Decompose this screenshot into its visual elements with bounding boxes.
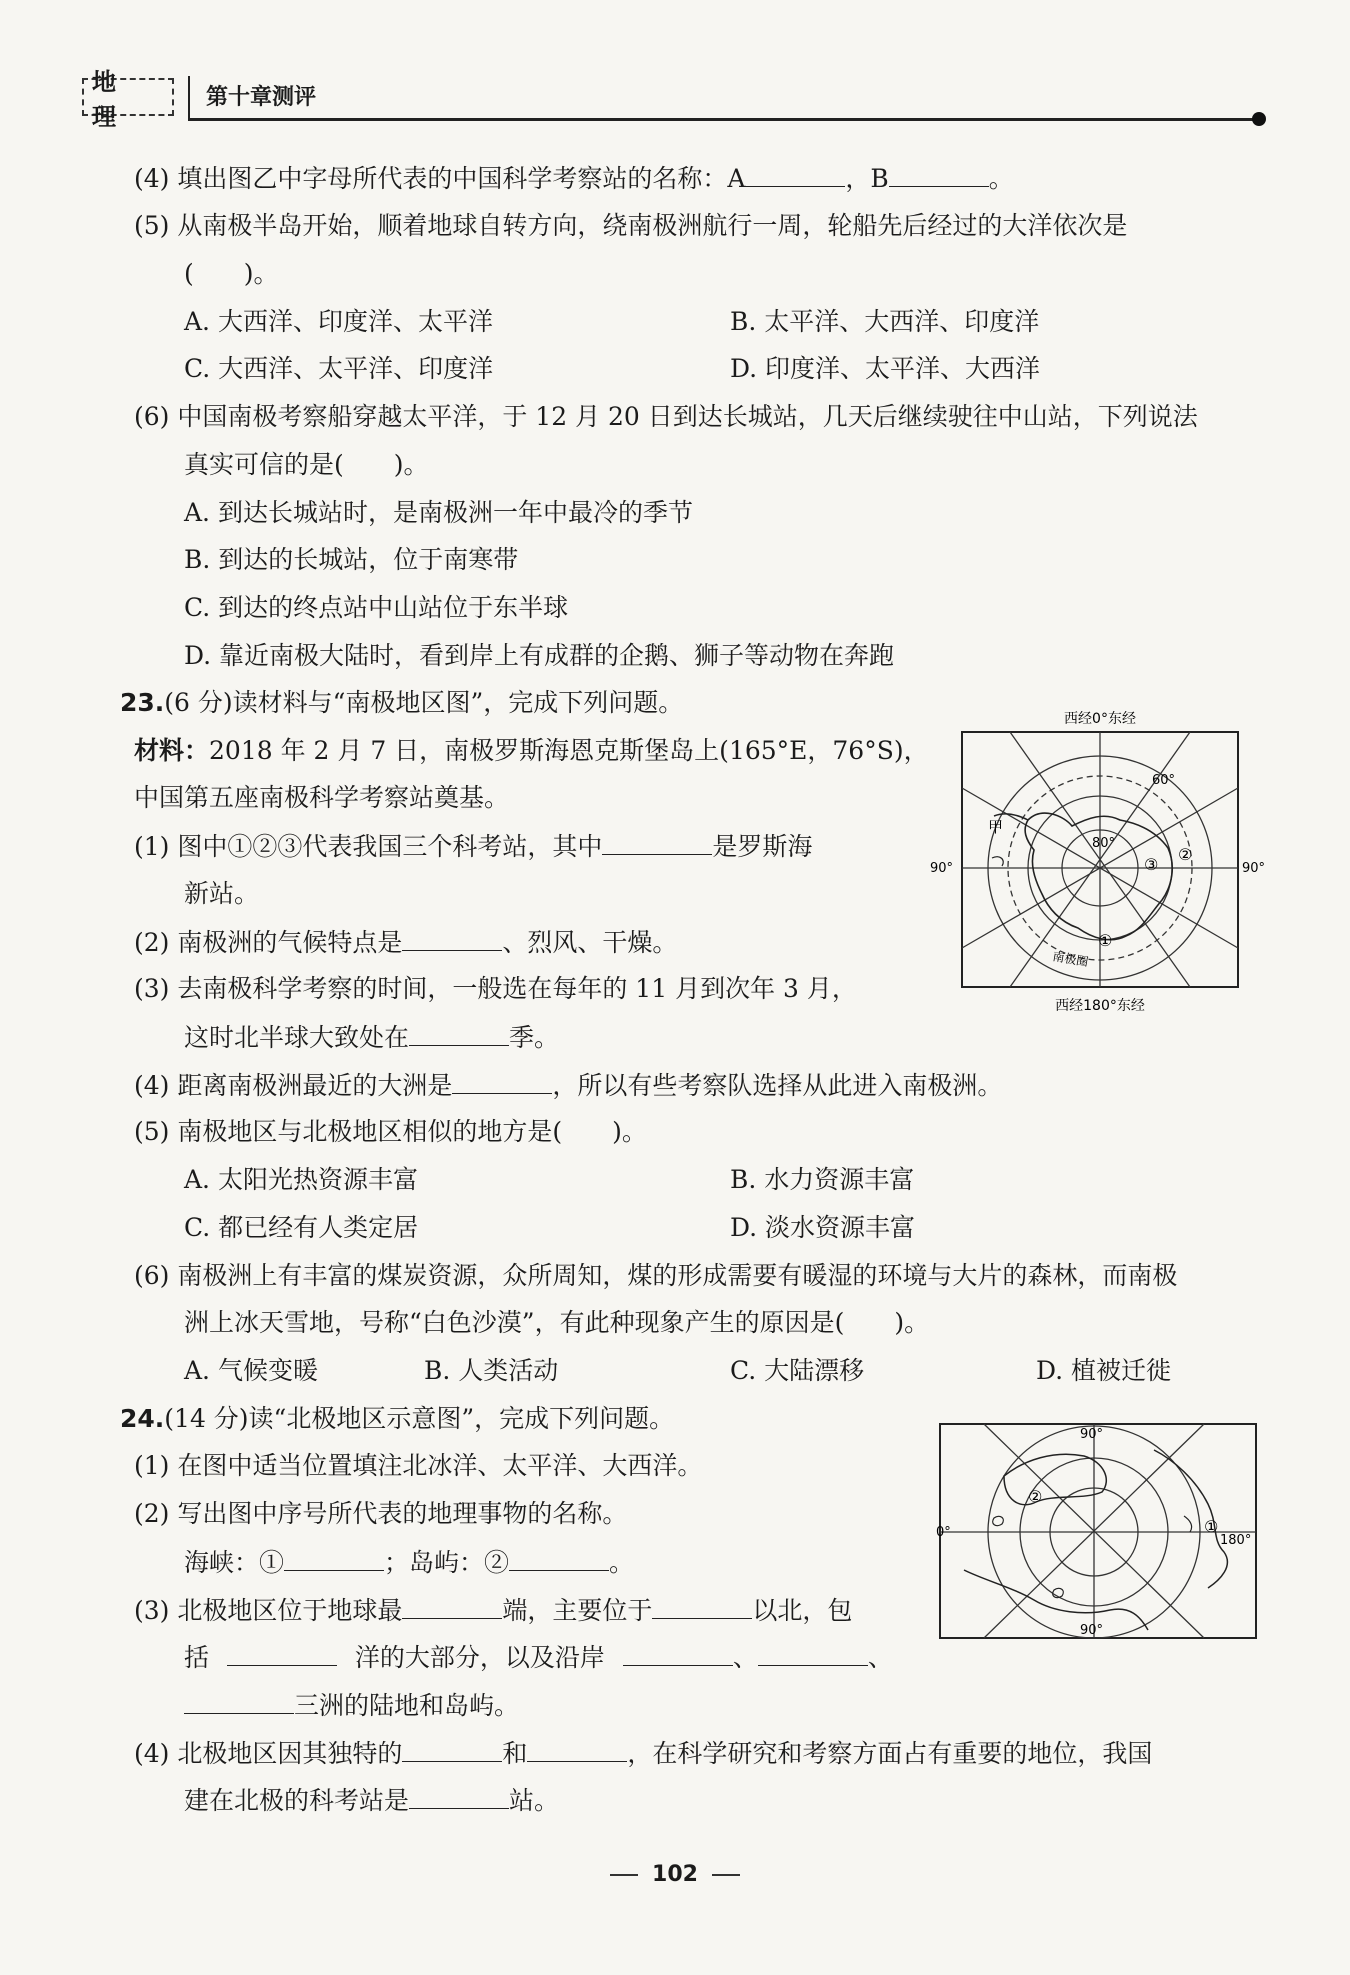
chapter-title: 第十章测评 <box>206 85 317 110</box>
q24-part2-answers <box>184 1546 634 1579</box>
answer-blank[interactable] <box>527 1737 627 1762</box>
q24-part3-line2 <box>184 1641 893 1674</box>
q23-p3-text-b: 季。 <box>509 1023 560 1052</box>
q23-p1-text-a: (1) 图中①②③代表我国三个科考站，其中 <box>134 832 603 861</box>
q23-part3-line1: (3) 去南极科学考察的时间，一般选在每年的 11 月到次年 3 月， <box>134 974 857 1003</box>
q23-part3-line2 <box>184 1021 559 1054</box>
q24-p2-text-a: 海峡：① <box>184 1548 285 1577</box>
map-top-label: 西经0°东经 <box>1064 711 1136 727</box>
answer-blank[interactable] <box>602 830 712 855</box>
q24-p4-text-e: 站。 <box>509 1786 560 1815</box>
page-header <box>82 68 1268 131</box>
q24-p4-text-c: ，在科学研究和考察方面占有重要的地位，我国 <box>627 1739 1153 1768</box>
q22-p6-option-a: A. 到达长城站时，是南极洲一年中最冷的季节 <box>184 498 693 527</box>
answer-blank[interactable] <box>409 1784 509 1809</box>
map-right-label: 90° <box>1242 861 1266 876</box>
q24-p3-text-c: 以北，包 <box>752 1596 853 1625</box>
q23-p1-text-b: 是罗斯海 <box>712 832 813 861</box>
page-number <box>0 1862 1350 1887</box>
q22-p4-text-c: 。 <box>988 164 1014 193</box>
q24-p3-text-g: 、 <box>867 1643 893 1672</box>
q24-part2: (2) 写出图中序号所代表的地理事物的名称。 <box>134 1499 628 1528</box>
island-outline <box>992 857 1003 866</box>
answer-blank[interactable] <box>758 1641 868 1666</box>
q23-p5-option-a: A. 太阳光热资源丰富 <box>184 1165 418 1194</box>
q23-p3-text-a: 这时北半球大致处在 <box>184 1023 410 1052</box>
q23-part5: (5) 南极地区与北极地区相似的地方是( )。 <box>134 1117 647 1146</box>
q22-part5-line1: (5) 从南极半岛开始，顺着地球自转方向，绕南极洲航行一周，轮船先后经过的大洋依次是 <box>134 211 1128 240</box>
q24-p3-text-e: 洋的大部分，以及沿岸 <box>354 1643 605 1672</box>
header-separator <box>188 76 190 120</box>
q23-part4 <box>134 1069 1002 1102</box>
q24-p4-text-a: (4) 北极地区因其独特的 <box>134 1739 403 1768</box>
answer-blank[interactable] <box>409 1021 509 1046</box>
q24-part3-line3 <box>184 1689 519 1722</box>
q22-p6-option-b: B. 到达的长城站，位于南寒带 <box>184 545 519 574</box>
q23-p2-text-a: (2) 南极洲的气候特点是 <box>134 928 403 957</box>
answer-blank[interactable] <box>284 1546 384 1571</box>
q22-p4-text-a: (4) 填出图乙中字母所代表的中国科学考察站的名称：A <box>134 164 746 193</box>
q22-part6-line1: (6) 中国南极考察船穿越太平洋，于 12 月 20 日到达长城站，几天后继续驶往中山站，下列说法 <box>134 402 1198 431</box>
q22-p5-option-a: A. 大西洋、印度洋、太平洋 <box>184 307 493 336</box>
station1-marker: ① <box>1098 931 1113 950</box>
lat60-label: 60° <box>1152 773 1176 788</box>
q22-p6-option-d: D. 靠近南极大陆时，看到岸上有成群的企鹅、狮子等动物在奔跑 <box>184 641 895 670</box>
material-text: 2018 年 2 月 7 日，南极罗斯海恩克斯堡岛上(165°E，76°S)， <box>209 736 929 765</box>
answer-blank[interactable] <box>509 1546 609 1571</box>
page-number-text: 102 <box>652 1862 698 1887</box>
page-number-dash <box>712 1874 740 1876</box>
q24-p3-text-d: 括 <box>184 1643 210 1672</box>
q23-p4-text-b: ，所以有些考察队选择从此进入南极洲。 <box>552 1071 1003 1100</box>
answer-blank[interactable] <box>402 1594 502 1619</box>
q24-p3-text-h: 三洲的陆地和岛屿。 <box>294 1691 520 1720</box>
q24-part1: (1) 在图中适当位置填注北冰洋、太平洋、大西洋。 <box>134 1451 703 1480</box>
q23-p5-option-c: C. 都已经有人类定居 <box>184 1213 419 1242</box>
answer-blank[interactable] <box>184 1689 294 1714</box>
answer-blank[interactable] <box>402 926 502 951</box>
map-jia-label: 甲 <box>988 818 1004 836</box>
q23-material-line1 <box>134 735 929 767</box>
q23-stem <box>120 687 683 719</box>
q23-p6-option-d: D. 植被迁徙 <box>1036 1356 1172 1385</box>
label1-marker: ① <box>1204 1517 1219 1536</box>
lat80-label: 80° <box>1092 836 1116 851</box>
q23-p6-option-b: B. 人类活动 <box>424 1356 559 1385</box>
antarctica-outline <box>1025 813 1172 940</box>
q23-part6-line2: 洲上冰天雪地，号称“白色沙漠”，有此种现象产生的原因是( )。 <box>184 1308 930 1337</box>
q24-p2-text-b: ；岛屿：② <box>384 1548 510 1577</box>
antarctic-map <box>930 708 1270 1020</box>
answer-blank[interactable] <box>623 1641 733 1666</box>
q23-p4-text-a: (4) 距离南极洲最近的大洲是 <box>134 1071 453 1100</box>
q24-part4-line1 <box>134 1737 1152 1770</box>
subject-label: 地 理 <box>82 78 174 116</box>
answer-blank[interactable] <box>889 162 989 187</box>
q22-part4 <box>134 162 1014 195</box>
answer-blank[interactable] <box>452 1069 552 1094</box>
q22-part5-line2: ( )。 <box>184 259 279 288</box>
q22-p5-option-d: D. 印度洋、太平洋、大西洋 <box>730 354 1041 383</box>
material-label: 材料： <box>134 736 210 765</box>
q22-p6-option-c: C. 到达的终点站中山站位于东半球 <box>184 593 569 622</box>
map-left-label: 0° <box>936 1525 951 1540</box>
greenland-outline <box>1004 1454 1106 1504</box>
map-left-label: 90° <box>930 861 954 876</box>
q22-p4-text-b: ，B <box>845 164 889 193</box>
q22-part6-line2: 真实可信的是( )。 <box>184 450 429 479</box>
station3-marker: ③ <box>1144 855 1159 874</box>
q24-part4-line2 <box>184 1784 559 1817</box>
map-top-label: 90° <box>1080 1427 1104 1442</box>
q24-p4-text-b: 和 <box>502 1739 528 1768</box>
map-right-label: 180° <box>1220 1533 1252 1548</box>
answer-blank[interactable] <box>227 1641 337 1666</box>
q23-p5-option-b: B. 水力资源丰富 <box>730 1165 915 1194</box>
q24-part3-line1 <box>134 1594 852 1627</box>
north-america-coast-outline <box>964 1570 1148 1630</box>
q22-p5-option-c: C. 大西洋、太平洋、印度洋 <box>184 354 494 383</box>
q23-p6-option-a: A. 气候变暖 <box>184 1356 318 1385</box>
header-rule <box>188 118 1260 121</box>
map-bottom-label: 西经180°东经 <box>1055 998 1145 1014</box>
q24-p3-text-a: (3) 北极地区位于地球最 <box>134 1596 403 1625</box>
q23-part1-cont: 新站。 <box>184 879 260 908</box>
q24-stem <box>120 1403 674 1435</box>
page-number-dash <box>610 1874 638 1876</box>
q23-p6-option-c: C. 大陆漂移 <box>730 1356 865 1385</box>
arctic-map <box>934 1420 1264 1642</box>
q23-p5-option-d: D. 淡水资源丰富 <box>730 1213 916 1242</box>
q23-material-line2: 中国第五座南极科学考察站奠基。 <box>134 783 510 812</box>
answer-blank[interactable] <box>745 162 845 187</box>
q23-p2-text-b: 、烈风、干燥。 <box>502 928 678 957</box>
answer-blank[interactable] <box>402 1737 502 1762</box>
island-outline <box>993 1516 1004 1525</box>
question-number: 23. <box>120 688 165 717</box>
q23-stem-text: (6 分)读材料与“南极地区图”，完成下列问题。 <box>164 688 684 717</box>
q24-stem-text: (14 分)读“北极地区示意图”，完成下列问题。 <box>164 1404 675 1433</box>
map-bottom-label: 90° <box>1080 1623 1104 1638</box>
question-number: 24. <box>120 1404 165 1433</box>
q23-part6-line1: (6) 南极洲上有丰富的煤炭资源，众所周知，煤的形成需要有暖湿的环境与大片的森林，而南极 <box>134 1261 1178 1290</box>
q24-p3-text-b: 端，主要位于 <box>502 1596 653 1625</box>
q22-p5-option-b: B. 太平洋、大西洋、印度洋 <box>730 307 1040 336</box>
header-dot <box>1252 112 1266 126</box>
strait-outline <box>1184 1516 1192 1532</box>
q24-p3-text-f: 、 <box>732 1643 758 1672</box>
station2-marker: ② <box>1178 845 1193 864</box>
q23-part1 <box>134 830 812 863</box>
label2-marker: ② <box>1028 1487 1043 1506</box>
q23-part2 <box>134 926 677 959</box>
answer-blank[interactable] <box>652 1594 752 1619</box>
q24-p4-text-d: 建在北极的科考站是 <box>184 1786 410 1815</box>
q24-p2-text-c: 。 <box>609 1548 635 1577</box>
antarctic-circle-label: 南极圈 <box>1051 949 1090 970</box>
